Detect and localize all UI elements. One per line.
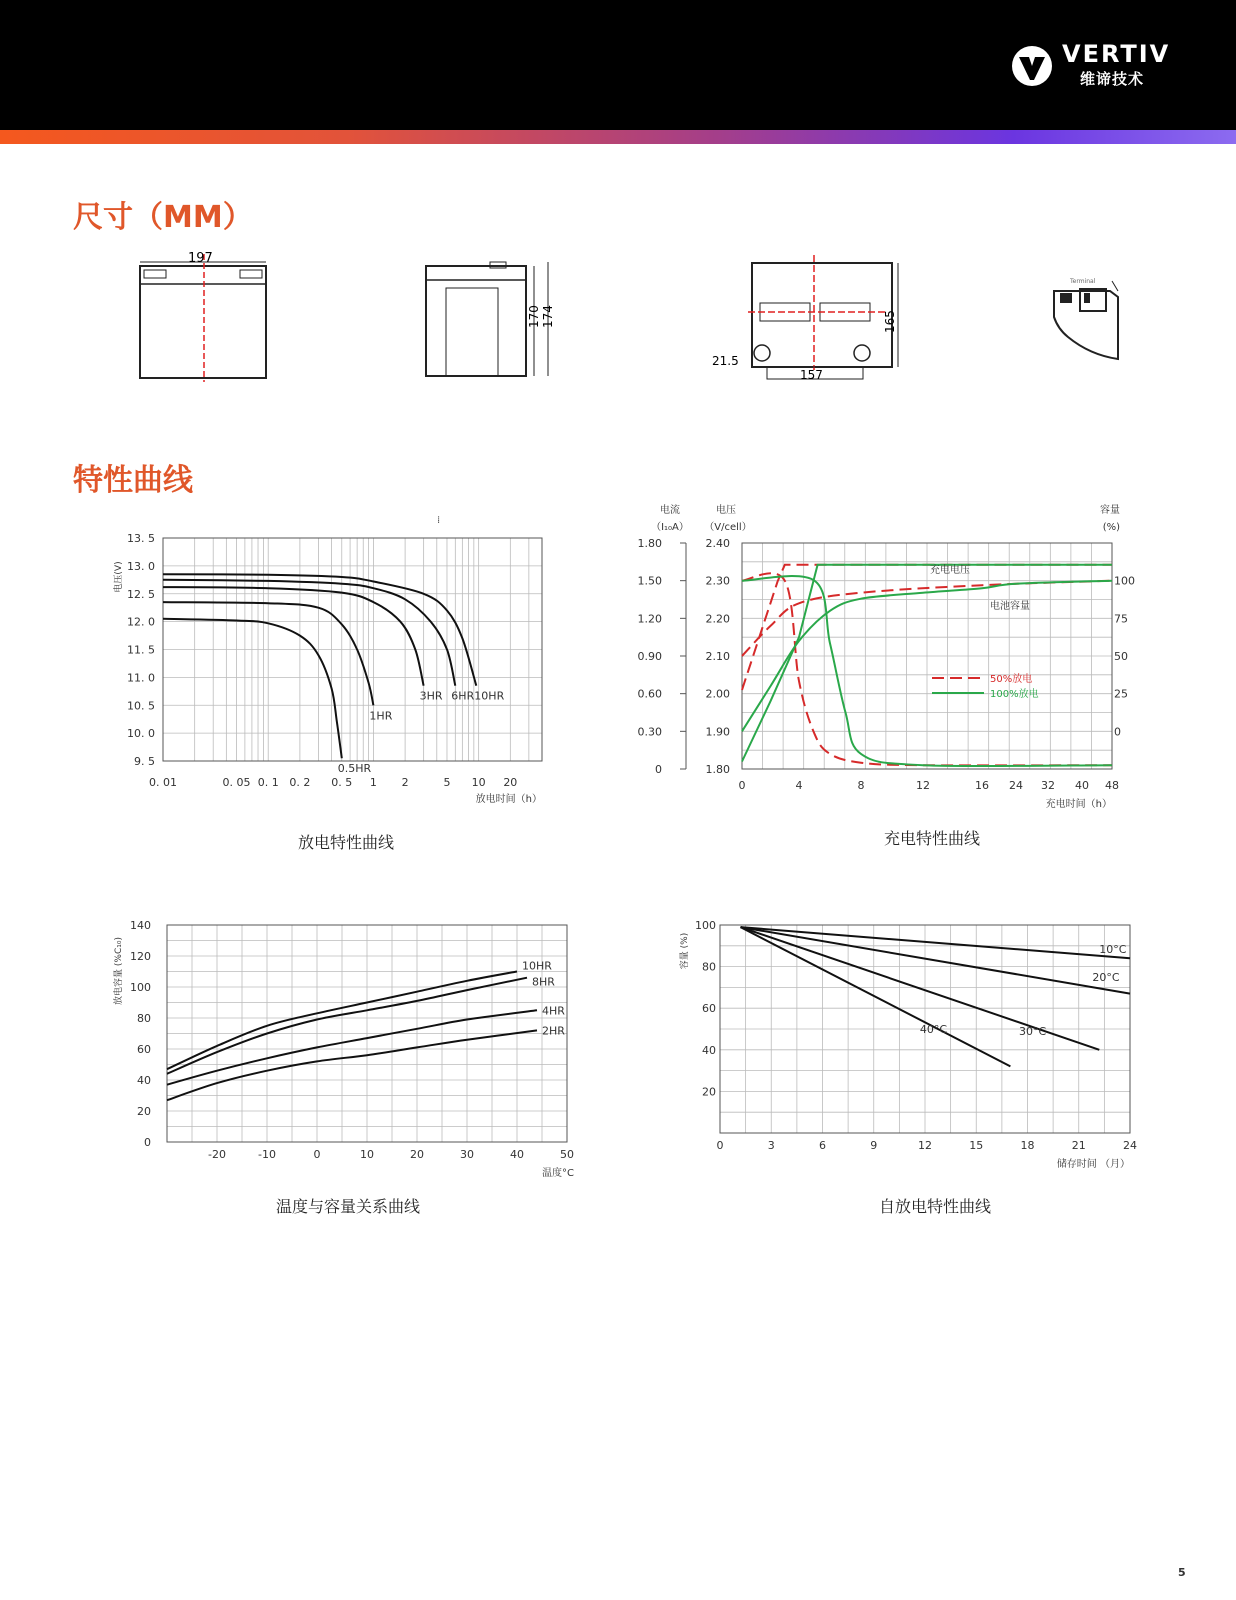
- x-tick-label: 0. 2: [289, 776, 311, 789]
- dimension-height-b: 174: [541, 305, 555, 328]
- y-tick-label: 10. 0: [127, 727, 155, 741]
- voltage-tick-label: 1.80: [705, 763, 730, 776]
- voltage-tick-label: 2.40: [705, 537, 730, 550]
- x-tick-label: 5: [443, 776, 451, 789]
- y-tick-label: 40: [137, 1074, 151, 1087]
- vertiv-logo-icon: [1010, 44, 1054, 88]
- legend-label: 100%放电: [990, 689, 1039, 700]
- vertiv-logo: [1010, 40, 1170, 90]
- series-label: 10HR: [522, 959, 552, 973]
- series-label: 3HR: [419, 689, 443, 703]
- x-tick-label: 12: [916, 779, 930, 792]
- x-tick-label: 0: [716, 1139, 724, 1152]
- x-tick-label: 0. 5: [331, 776, 353, 789]
- current-tick-label: 0.30: [637, 725, 662, 739]
- y-axis-label: 容量 (%): [680, 932, 690, 970]
- x-tick-label: 9: [870, 1139, 878, 1152]
- y-tick-label: 60: [137, 1043, 151, 1056]
- series-label: 40°C: [919, 1023, 948, 1037]
- y-tick-label: 60: [702, 1002, 716, 1016]
- x-tick-label: 48: [1105, 779, 1119, 792]
- current-tick-label: 0.90: [637, 650, 662, 663]
- y-tick-label: 40: [702, 1043, 716, 1057]
- x-tick-label: 24: [1009, 779, 1023, 792]
- y-tick-label: 0: [144, 1136, 151, 1149]
- legend-label: 50%放电: [990, 674, 1033, 685]
- capacity-tick-label: 75: [1114, 612, 1128, 626]
- series-label: 10HR: [474, 689, 505, 703]
- x-tick-label: 12: [918, 1139, 932, 1152]
- dimension-spacing: 157: [800, 368, 823, 382]
- current-tick-label: 1.50: [637, 574, 662, 588]
- brand-name: VERTIV: [1062, 40, 1171, 68]
- discharge-series-line: [163, 580, 455, 686]
- series-label: 4HR: [542, 1004, 565, 1018]
- dimensions-title: 尺寸（MM）: [73, 200, 253, 235]
- x-tick-label: 3: [767, 1139, 775, 1152]
- series-label: 6HR: [451, 689, 475, 703]
- current-tick-label: 0.60: [637, 687, 662, 701]
- y-axis-label: 电压(V): [114, 561, 124, 593]
- self-discharge-series-line: [741, 927, 1131, 994]
- self-discharge-series-line: [741, 927, 1131, 958]
- header-gradient-stripe: [0, 130, 1236, 144]
- y-tick-label: 12. 0: [127, 615, 155, 629]
- y-tick-label: 20: [137, 1105, 151, 1118]
- x-tick-label: 50: [560, 1148, 574, 1161]
- dimension-height-a: 170: [527, 305, 541, 328]
- x-tick-label: 40: [510, 1148, 524, 1161]
- x-tick-label: 8: [857, 779, 865, 792]
- x-tick-label: 1: [369, 776, 377, 789]
- capacity-axis-title: 容量: [1100, 505, 1120, 516]
- brand-name-cn: 维谛技术: [1080, 70, 1145, 88]
- current-tick-label: 0: [655, 763, 662, 776]
- voltage-tick-label: 2.20: [705, 612, 730, 626]
- series-label: 1HR: [369, 709, 393, 723]
- x-tick-label: 16: [975, 779, 989, 792]
- y-tick-label: 10. 5: [127, 699, 155, 713]
- x-tick-label: 24: [1123, 1139, 1137, 1152]
- y-tick-label: 11. 0: [127, 671, 155, 685]
- temperature-series-line: [167, 1010, 537, 1084]
- y-tick-label: 12. 5: [127, 587, 155, 601]
- discharge-series-line: [163, 619, 342, 758]
- top-view-drawing: [712, 255, 902, 390]
- capacity-tick-label: 25: [1114, 687, 1128, 701]
- temperature-caption: 温度与容量关系曲线: [275, 1197, 420, 1216]
- x-tick-label: -10: [258, 1148, 276, 1161]
- discharge-grid: [163, 538, 542, 761]
- scan-mark: ⁞: [437, 515, 441, 526]
- x-tick-label: 10: [360, 1148, 374, 1161]
- y-tick-label: 100: [695, 919, 716, 932]
- charge-voltage-annotation: 充电电压: [930, 565, 970, 576]
- x-tick-label: 6: [819, 1139, 826, 1152]
- y-tick-label: 80: [137, 1012, 151, 1025]
- x-tick-label: 2: [401, 776, 409, 789]
- series-label: 10°C: [1099, 943, 1127, 957]
- x-tick-label: 18: [1020, 1139, 1035, 1152]
- charge-caption: 充电特性曲线: [883, 829, 980, 848]
- capacity-axis-unit: (%): [1102, 522, 1120, 533]
- y-tick-label: 100: [130, 981, 151, 994]
- voltage-tick-label: 2.30: [705, 574, 730, 588]
- side-view-drawing: [420, 260, 565, 385]
- series-label: 30°C: [1018, 1025, 1047, 1039]
- self-discharge-series-line: [741, 927, 1011, 1066]
- voltage-tick-label: 2.00: [705, 687, 730, 701]
- charge-chart: [637, 505, 1170, 830]
- x-tick-label: 21: [1071, 1139, 1086, 1152]
- x-tick-label: 4: [795, 779, 803, 792]
- x-tick-label: 32: [1041, 779, 1055, 792]
- battery-capacity-annotation: 电池容量: [990, 601, 1030, 612]
- current-tick-label: 1.20: [637, 612, 662, 626]
- x-tick-label: -20: [208, 1148, 226, 1161]
- x-tick-label: 40: [1075, 779, 1089, 792]
- current-tick-label: 1.80: [637, 537, 662, 550]
- series-label: 2HR: [542, 1024, 565, 1038]
- page-number: 5: [1178, 1566, 1186, 1579]
- x-tick-label: 0. 01: [149, 776, 177, 789]
- x-tick-label: 0. 05: [222, 776, 251, 789]
- voltage-axis-title: 电压: [716, 505, 736, 516]
- capacity-tick-label: 0: [1114, 725, 1121, 739]
- y-tick-label: 120: [130, 950, 151, 963]
- discharge-chart: [105, 505, 575, 825]
- current-axis-title: 电流: [660, 505, 680, 516]
- terminal-detail-drawing: [1050, 277, 1130, 367]
- series-label: 20°C: [1092, 971, 1120, 985]
- dimension-side-height: 165: [883, 310, 897, 333]
- x-tick-label: 0. 1: [257, 776, 279, 789]
- x-axis-label: 充电时间（h）: [1045, 799, 1112, 810]
- capacity-tick-label: 50: [1114, 650, 1128, 663]
- series-label: 0.5HR: [337, 762, 372, 776]
- x-tick-label: 10: [471, 776, 486, 789]
- temperature-chart: [105, 915, 585, 1190]
- terminal-label: Terminal: [1070, 278, 1096, 285]
- x-tick-label: 30: [460, 1148, 474, 1161]
- front-view-drawing: [136, 250, 272, 390]
- self-discharge-chart: [680, 915, 1150, 1185]
- discharge-caption: 放电特性曲线: [297, 833, 394, 852]
- y-tick-label: 13. 0: [127, 559, 155, 573]
- curves-title: 特性曲线: [73, 463, 193, 498]
- voltage-tick-label: 2.10: [705, 650, 730, 663]
- y-tick-label: 13. 5: [127, 532, 155, 545]
- x-tick-label: 0: [738, 779, 746, 792]
- y-tick-label: 140: [130, 919, 151, 932]
- x-tick-label: 20: [503, 776, 518, 789]
- y-tick-label: 20: [702, 1085, 716, 1099]
- current-axis-unit: （I₁₀A）: [651, 522, 689, 533]
- x-axis-label: 储存时间 （月）: [1056, 1159, 1130, 1170]
- y-axis-label: 放电容量 (%C₁₀): [114, 937, 124, 1005]
- y-tick-label: 80: [702, 960, 716, 974]
- voltage-axis-unit: （V/cell）: [704, 522, 752, 533]
- x-tick-label: 20: [410, 1148, 424, 1161]
- y-tick-label: 9. 5: [134, 755, 155, 768]
- x-tick-label: 0: [313, 1148, 321, 1161]
- capacity-tick-label: 100: [1114, 574, 1135, 588]
- series-label: 8HR: [532, 975, 555, 989]
- x-axis-label: 放电时间（h）: [475, 794, 542, 805]
- dimension-offset: 21.5: [712, 354, 739, 368]
- x-tick-label: 15: [969, 1139, 984, 1152]
- y-tick-label: 11. 5: [127, 643, 155, 657]
- voltage-tick-label: 1.90: [705, 725, 730, 739]
- temperature-series-line: [167, 978, 527, 1074]
- dimension-width: 197: [188, 251, 213, 266]
- x-axis-label: 温度°C: [542, 1168, 574, 1179]
- self-discharge-caption: 自放电特性曲线: [878, 1197, 991, 1216]
